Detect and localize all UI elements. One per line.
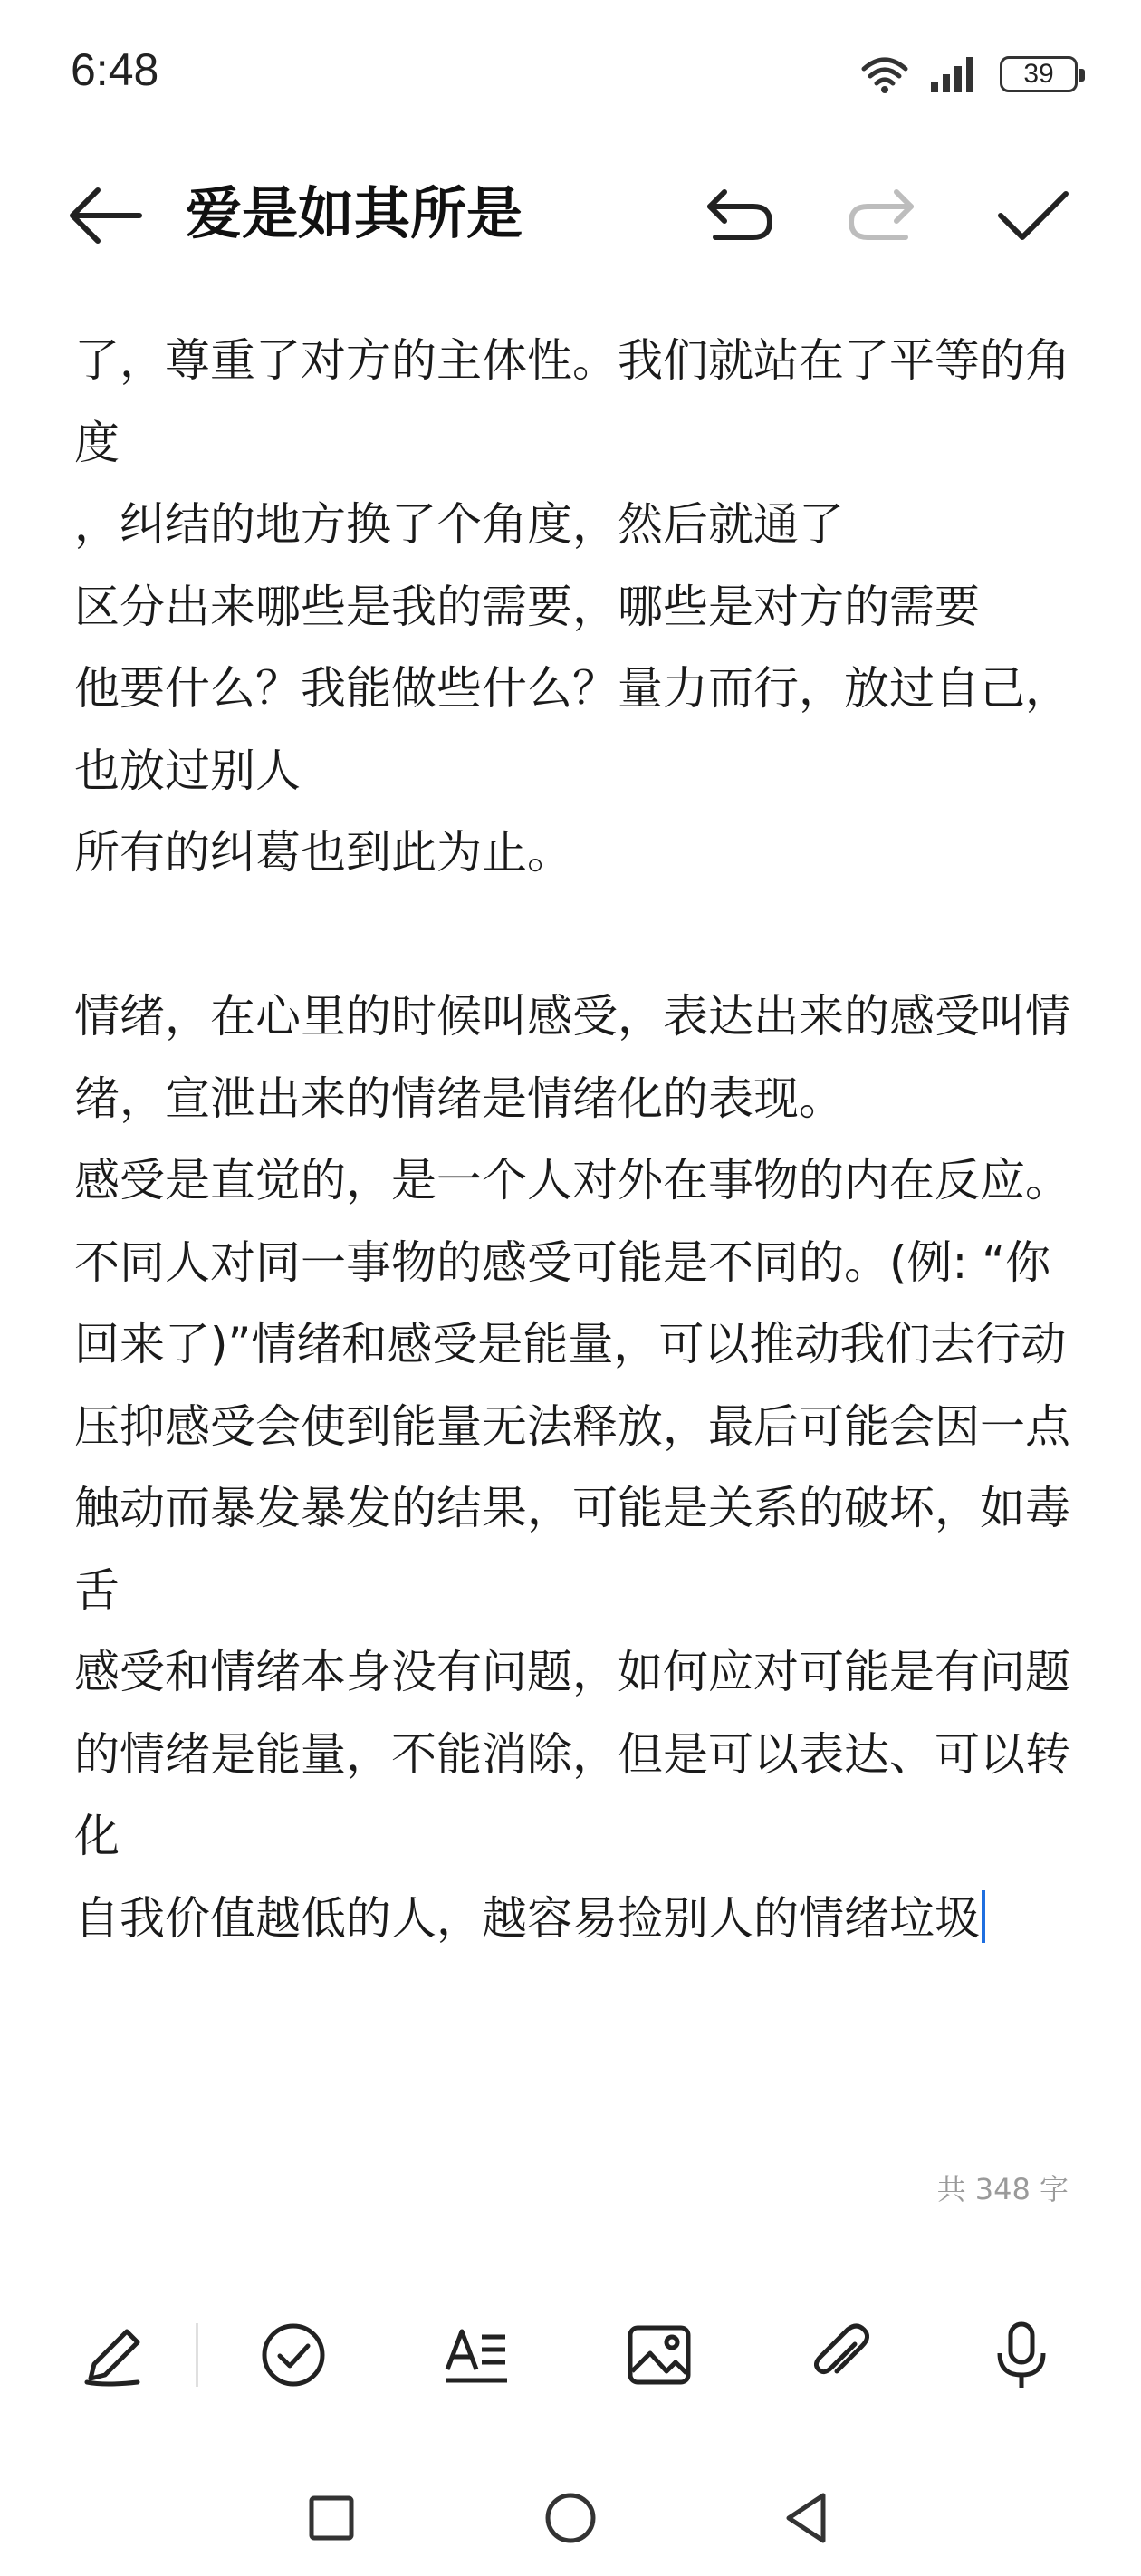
status-time: 6:48 bbox=[71, 44, 159, 95]
paragraph[interactable]: 所有的纠葛也到此为止。 bbox=[74, 826, 572, 879]
paragraph[interactable]: 不同人对同一事物的感受可能是不同的。(例: “你回来了)”情绪和感受是能量，可以推动我们去行动 bbox=[74, 1235, 1067, 1370]
paragraph[interactable]: 情绪，在心里的时候叫感受，表达出来的感受叫情绪，宣泄出来的情绪是情绪化的表现。 bbox=[74, 990, 1070, 1125]
back-nav-button[interactable] bbox=[776, 2486, 839, 2550]
attachment-icon bbox=[804, 2319, 877, 2391]
paragraph[interactable]: 区分出来哪些是我的需要，哪些是对方的需要 bbox=[74, 580, 980, 633]
editor-toolbar bbox=[0, 2305, 1141, 2405]
text-format-button[interactable] bbox=[440, 2319, 513, 2391]
paragraph[interactable]: 压抑感受会使到能量无法释放，最后可能会因一点触动而暴发暴发的结果，可能是关系的破坏，如毒舌 bbox=[74, 1399, 1070, 1617]
text-cursor bbox=[982, 1890, 985, 1943]
pen-icon bbox=[78, 2319, 150, 2391]
back-button[interactable] bbox=[63, 179, 145, 252]
note-body[interactable] bbox=[74, 320, 1088, 1959]
paragraph[interactable]: 感受是直觉的，是一个人对外在事物的内在反应。 bbox=[74, 1154, 1070, 1206]
microphone-icon bbox=[985, 2319, 1058, 2391]
recents-button[interactable] bbox=[300, 2486, 363, 2550]
paragraph[interactable]: ，纠结的地方换了个角度，然后就通了 bbox=[74, 498, 844, 551]
redo-button[interactable] bbox=[842, 181, 924, 249]
paragraph-text: 自我价值越低的人，越容易捡别人的情绪垃圾 bbox=[74, 1891, 980, 1945]
attachment-button[interactable] bbox=[804, 2319, 877, 2391]
title-bar bbox=[0, 163, 1141, 263]
paragraph[interactable]: 了，尊重了对方的主体性。我们就站在了平等的角度 bbox=[74, 334, 1070, 469]
square-icon bbox=[300, 2486, 363, 2550]
paragraph[interactable]: 感受和情绪本身没有问题，如何应对可能是有问题的情绪是能量，不能消除，但是可以表达、可以转化 bbox=[74, 1646, 1070, 1862]
checklist-button[interactable] bbox=[257, 2319, 330, 2391]
word-count: 共 348 字 bbox=[936, 2172, 1069, 2206]
image-icon bbox=[623, 2319, 695, 2391]
checkmark-icon bbox=[992, 181, 1073, 249]
arrow-left-icon bbox=[63, 179, 145, 252]
status-bar bbox=[0, 0, 1141, 145]
redo-icon bbox=[842, 181, 924, 249]
handwriting-button[interactable] bbox=[78, 2319, 150, 2391]
undo-button[interactable] bbox=[697, 181, 779, 249]
insert-image-button[interactable] bbox=[623, 2319, 695, 2391]
signal-icon bbox=[929, 54, 980, 94]
undo-icon bbox=[697, 181, 779, 249]
note-title[interactable]: 爱是如其所是 bbox=[186, 180, 523, 246]
system-nav-bar bbox=[0, 2468, 1141, 2568]
voice-input-button[interactable] bbox=[985, 2319, 1058, 2391]
blank-line[interactable] bbox=[74, 894, 1088, 976]
toolbar-divider bbox=[196, 2323, 198, 2387]
check-circle-icon bbox=[257, 2319, 330, 2391]
last-paragraph[interactable] bbox=[74, 1878, 1088, 1960]
battery-level: 39 bbox=[1023, 59, 1054, 89]
triangle-back-icon bbox=[776, 2486, 839, 2550]
circle-icon bbox=[539, 2486, 602, 2550]
paragraph[interactable]: 他要什么？我能做些什么？量力而行，放过自己，也放过别人 bbox=[74, 662, 1070, 797]
home-button[interactable] bbox=[539, 2486, 602, 2550]
text-format-icon bbox=[440, 2319, 513, 2391]
battery-icon bbox=[1000, 56, 1078, 92]
confirm-button[interactable] bbox=[992, 181, 1073, 249]
status-icons bbox=[860, 47, 1078, 101]
wifi-icon bbox=[860, 54, 909, 94]
